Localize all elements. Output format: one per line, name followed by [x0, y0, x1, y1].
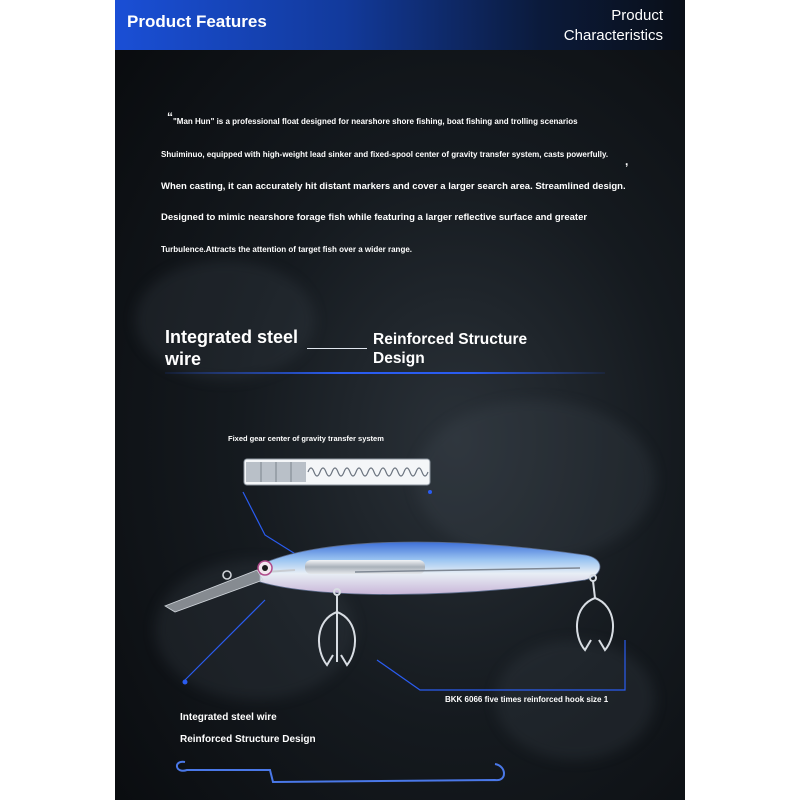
- hook-label: BKK 6066 five times reinforced hook size 1: [445, 695, 609, 704]
- subtitle-line: Product: [611, 7, 663, 24]
- wire-callout-line: [185, 600, 265, 680]
- quote-mark: “: [167, 110, 173, 124]
- callout-dot: [183, 680, 188, 685]
- intro-comma: ,: [625, 154, 629, 168]
- intro-line-3: When casting, it can accurately hit distant markers and cover a larger search area. Streamlined design.: [161, 181, 626, 192]
- intro-line-1: "Man Hun" is a professional float designed for nearshore shore fishing, boat fishing and trolling scenarios: [173, 117, 578, 126]
- gear-system-label: Fixed gear center of gravity transfer system: [228, 434, 384, 443]
- lure-lip: [165, 570, 263, 612]
- front-hook: [319, 589, 355, 665]
- subtitle-line: Characteristics: [563, 27, 663, 44]
- page-title: Product Features: [127, 12, 267, 31]
- steel-wire-diagram: [177, 762, 504, 782]
- callout-line: [243, 492, 305, 560]
- callout-dot: [428, 490, 432, 494]
- weight-tube: [244, 459, 430, 485]
- line-tie: [223, 571, 231, 579]
- product-panel: [115, 0, 685, 800]
- intro-line-2: Shuiminuo, equipped with high-weight lead sinker and fixed-spool center of gravity transfer system, casts powerfully.: [161, 150, 609, 159]
- section-title-left: Integrated steel wire: [165, 327, 299, 369]
- intro-line-4: Designed to mimic nearshore forage fish while featuring a larger reflective surface and greater: [161, 212, 588, 223]
- section-title-right: Reinforced Structure Design: [373, 331, 528, 367]
- rear-hook: [577, 575, 613, 650]
- bottom-label-1: Integrated steel wire: [180, 712, 277, 723]
- intro-line-5: Turbulence.Attracts the attention of target fish over a wider range.: [161, 245, 413, 254]
- hook-callout-line: [377, 640, 625, 690]
- lure-illustration: [115, 0, 685, 800]
- lure-body: [165, 542, 600, 612]
- bottom-label-2: Reinforced Structure Design: [180, 734, 316, 745]
